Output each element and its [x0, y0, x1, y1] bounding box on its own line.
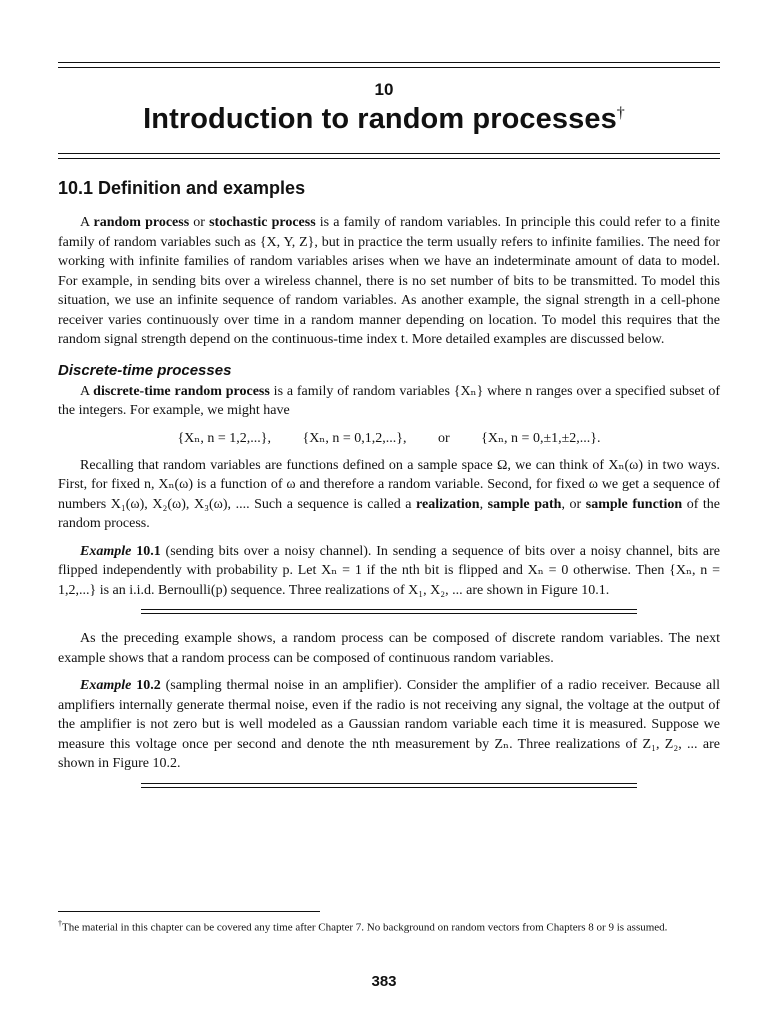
- example-10-2: [58, 676, 720, 774]
- text-run: , or: [561, 496, 586, 512]
- example-number: 10.2: [131, 678, 161, 693]
- equation-set-1: {Xₙ, n = 1,2,...},: [177, 430, 271, 446]
- chapter-number: 10: [374, 80, 394, 99]
- example-10-1: [58, 542, 720, 601]
- page-number: 383: [371, 973, 397, 990]
- term-realization: realization: [416, 496, 480, 512]
- discrete-time-paragraph: [58, 382, 720, 421]
- text-run: is a family of random variables {Xₙ} where n ranges over a specified subset of the integers. For example, we might have: [58, 383, 721, 418]
- example-number: 10.1: [131, 543, 161, 559]
- term-sample-path: sample path: [487, 496, 562, 512]
- example-end-rule: [141, 609, 637, 615]
- term-random-process: random process: [93, 215, 190, 230]
- example-label: Example: [80, 678, 132, 693]
- chapter-title-footnote-mark: †: [616, 104, 625, 122]
- example-end-rule: [141, 783, 637, 789]
- example-text: (sampling thermal noise in an amplifier). Consider the amplifier of a radio receiver. Because all amplifiers internally generate thermal noise, even if the radio is not receiving any signal, the voltage at the output of the amplifier is not zero but is well modeled as a Gaussian random variable each time it is measured. Suppose we measure this voltage once per second and denote the nth measurement by Zₙ. Three realizations of Z₁, Z₂, ... are shown in Figure 10.2.: [58, 678, 720, 771]
- footnote-rule: [58, 911, 320, 912]
- footnote: [58, 916, 720, 936]
- text-run: is a family of random variables. In principle this could refer to a finite family of random variables such as {X, Y, Z}, but in practice the term usually refers to infinite families. The need for working with infinite families of random variables arises when we have an indeterminate amount of data to model. For example, in sending bits over a wireless channel, there is no set number of bits to be transmitted. To model this situation, we use an infinite sequence of random variables. As another example, the signal strength in a cell-phone receiver varies continuously over time in a random manner depending on location. To model this requires that the random signal strength depend on the continuous-time index t. More detailed examples are discussed below.: [58, 215, 720, 347]
- transition-paragraph: As the preceding example shows, a random process can be composed of discrete random variables. The next example shows that a random process can be composed of continuous random variables.: [58, 631, 720, 666]
- section-heading: 10.1 Definition and examples: [58, 178, 306, 198]
- footnote-text: The material in this chapter can be covered any time after Chapter 7. No background on random vectors from Chapters 8 or 9 is assumed.: [62, 921, 668, 934]
- section-paragraph: [58, 213, 720, 350]
- equation-set-3: {Xₙ, n = 0,±1,±2,...}.: [481, 430, 601, 446]
- example-label: Example: [80, 543, 132, 559]
- footnote-mark: †: [58, 919, 62, 928]
- text-run: Recalling that random variables are functions defined on a sample space Ω, we can think of Xₙ(ω) in two ways. First, for fixed n, Xₙ(ω) is a function of ω and therefore a random variable. Second, for fixed ω we get a sequence of numbers X₁(ω), X₂(ω), X₃(ω), .... Such a sequence is called a: [58, 457, 720, 512]
- title-double-rule: [58, 153, 720, 160]
- display-equation: [58, 430, 720, 447]
- equation-set-2: {Xₙ, n = 0,1,2,...},: [302, 430, 407, 446]
- chapter-title: [0, 103, 768, 136]
- example-text: (sending bits over a noisy channel). In sending a sequence of bits over a noisy channel, bits are flipped independently with probability p. Let Xₙ = 1 if the nth bit is flipped and Xₙ = 0 otherwise. Then {Xₙ, n = 1,2,...} is an i.i.d. Bernoulli(p) sequence. Three realizations of X₁, X₂, ... are shown in Figure 10.1.: [58, 543, 720, 598]
- top-double-rule: [58, 62, 720, 69]
- term-stochastic-process: stochastic process: [209, 215, 316, 230]
- equation-or: or: [437, 430, 450, 446]
- subsection-heading: Discrete-time processes: [58, 361, 232, 379]
- main-content: [58, 178, 720, 803]
- text-run: A: [80, 383, 94, 399]
- realization-paragraph: [58, 456, 720, 534]
- text-run: ,: [479, 496, 488, 512]
- text-run: of the random process.: [58, 496, 721, 531]
- text-run: A: [80, 215, 94, 230]
- term-sample-function: sample function: [585, 496, 683, 512]
- term-discrete-time-random-process: discrete-time random process: [93, 383, 270, 399]
- text-run: or: [189, 215, 210, 230]
- chapter-title-text: Introduction to random processes: [143, 103, 617, 135]
